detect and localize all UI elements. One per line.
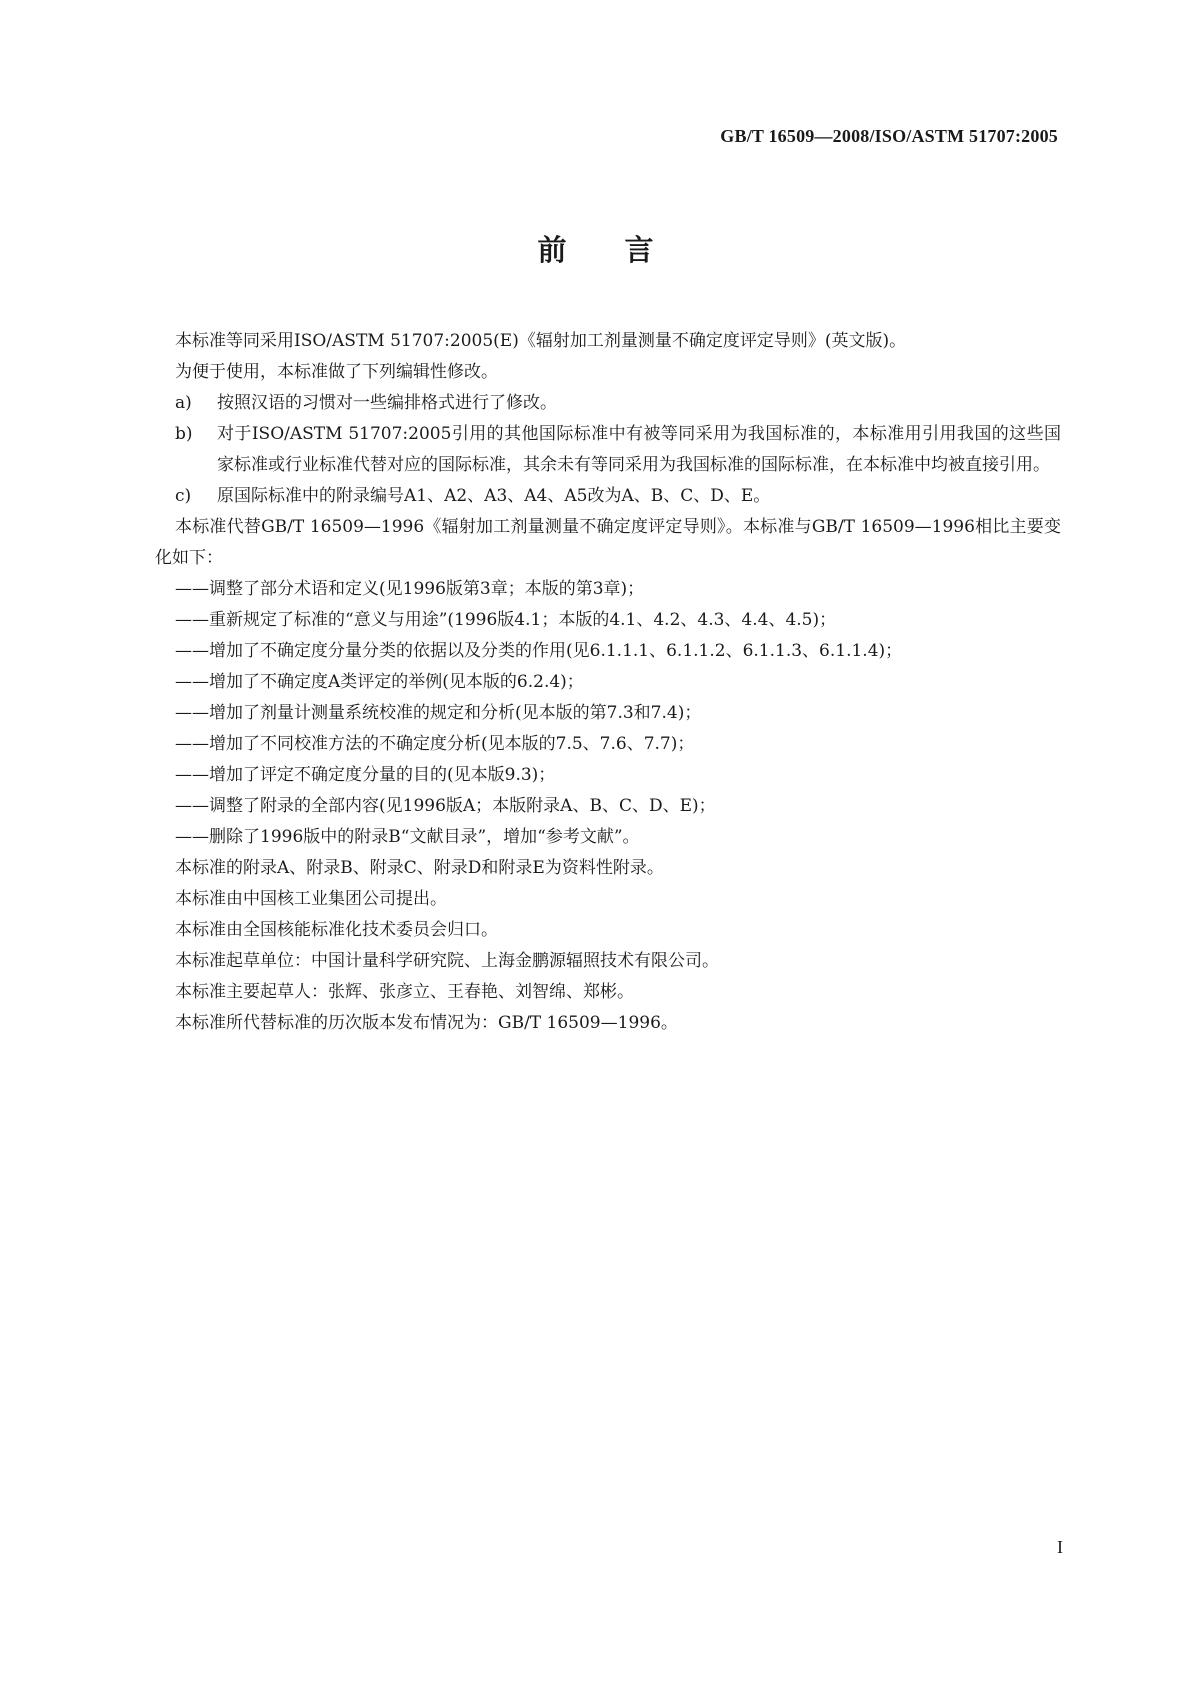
list-item-text: 按照汉语的习惯对一些编排格式进行了修改。 (217, 393, 557, 413)
change-item: ——调整了部分术语和定义(见1996版第3章；本版的第3章)； (175, 579, 645, 599)
closing-paragraph: 本标准所代替标准的历次版本发布情况为：GB/T 16509—1996。 (175, 1013, 678, 1033)
closing-paragraph: 本标准主要起草人：张辉、张彦立、王春艳、刘智绵、郑彬。 (175, 982, 634, 1002)
intro-paragraph: 本标准等同采用ISO/ASTM 51707:2005(E)《辐射加工剂量测量不确定度评定导则》(英文版)。 (175, 331, 907, 351)
change-item: ——增加了不同校准方法的不确定度分析(见本版的7.5、7.6、7.7)； (175, 734, 695, 754)
change-item: ——调整了附录的全部内容(见1996版A；本版附录A、B、C、D、E)； (175, 796, 716, 816)
change-item: ——增加了剂量计测量系统校准的规定和分析(见本版的第7.3和7.4)； (175, 703, 702, 723)
document-body (155, 326, 1061, 1039)
change-item: ——重新规定了标准的“意义与用途”(1996版4.1；本版的4.1、4.2、4.3、4.4、4.5)； (175, 610, 837, 630)
list-item (175, 388, 1061, 419)
page-number: I (1057, 1537, 1063, 1557)
list-item-label: c) (175, 486, 192, 506)
list-item-text: 对于ISO/ASTM 51707:2005引用的其他国际标准中有被等同采用为我国标准的，本标准用引用我国的这些国家标准或行业标准代替对应的国际标准，其余未有等同采用为我国标准的国际标准，在本标准中均被直接引用。 (217, 424, 1061, 475)
list-item-label: b) (175, 424, 193, 444)
change-item: ——增加了不确定度分量分类的依据以及分类的作用(见6.1.1.1、6.1.1.2、6.1.1.3、6.1.1.4)； (175, 641, 903, 661)
change-item: ——删除了1996版中的附录B“文献目录”，增加“参考文献”。 (175, 827, 640, 847)
list-item-label: a) (175, 393, 192, 413)
edit-note-paragraph: 为便于使用，本标准做了下列编辑性修改。 (175, 362, 498, 382)
list-item-text: 原国际标准中的附录编号A1、A2、A3、A4、A5改为A、B、C、D、E。 (217, 486, 771, 506)
closing-paragraph: 本标准由全国核能标准化技术委员会归口。 (175, 920, 498, 940)
page-title: 前言 (537, 233, 712, 267)
closing-paragraph: 本标准起草单位：中国计量科学研究院、上海金鹏源辐照技术有限公司。 (175, 951, 719, 971)
replaces-paragraph: 本标准代替GB/T 16509—1996《辐射加工剂量测量不确定度评定导则》。本标准与GB/T 16509—1996相比主要变化如下： (155, 517, 1061, 568)
list-item (175, 419, 1061, 481)
change-item: ——增加了不确定度A类评定的举例(见本版的6.2.4)； (175, 672, 584, 692)
closing-paragraph: 本标准的附录A、附录B、附录C、附录D和附录E为资料性附录。 (175, 858, 664, 878)
standard-code-header: GB/T 16509—2008/ISO/ASTM 51707:2005 (720, 126, 1058, 146)
list-item (175, 481, 1061, 512)
change-item: ——增加了评定不确定度分量的目的(见本版9.3)； (175, 765, 556, 785)
closing-paragraph: 本标准由中国核工业集团公司提出。 (175, 889, 447, 909)
